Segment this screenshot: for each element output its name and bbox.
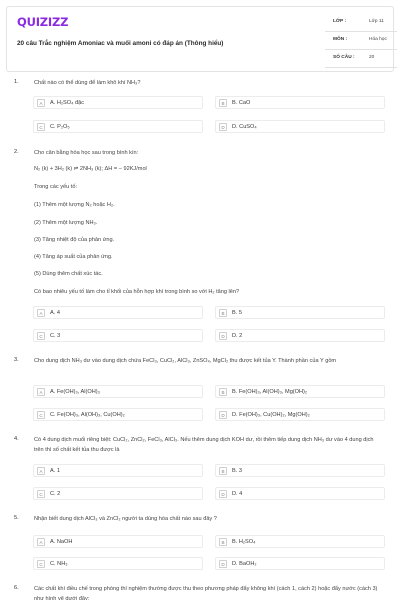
option-letter: D [219,411,227,419]
question-text: Có 4 dung dịch muối riêng biệt: CuCl₂, ZnCl₂, FeCl₃, AlCl₃. Nếu thêm dung dịch KOH dư, rồi thêm tiếp dung dịch NH₃ dư vào 4 dung dịch trên thì số chất kết tủa thu được là [34,437,374,453]
question-number: 6. [14,585,19,591]
option-d[interactable] [215,557,385,570]
option-a[interactable] [33,96,203,109]
option-d[interactable] [215,487,385,500]
option-b[interactable] [215,96,385,109]
option-text: C. Fe(OH)₃, Al(OH)₃, Cu(OH)₂ [50,412,125,419]
option-text: D. 2 [232,333,243,340]
meta-question-count-label: SỐ CÂU : [333,55,355,60]
option-letter: A [37,538,45,546]
option-text: B. 5 [232,310,242,317]
option-d[interactable] [215,329,385,342]
factor-item: (1) Thêm một lượng N₂ hoặc H₂. [34,202,115,208]
equilibrium-equation: N₂ (k) + 3H₂ (k) ⇌ 2NH₃ (k); ΔH = − 92KJ/mol [34,166,147,172]
meta-subject-label: MÔN : [333,37,348,42]
option-a[interactable] [33,535,203,548]
option-text: C. 3 [50,333,61,340]
option-text: C. P₂O₅ [50,124,70,131]
question-text: Các chất khí điều chế trong phòng thí nghiệm thường được thu theo phương pháp đẩy không khí (cách 1, cách 2) hoặc đẩy nước (cách 3) như hình vẽ dưới đây: [34,586,378,600]
worksheet-header [6,6,394,72]
meta-question-count-value: 20 [369,55,375,60]
option-letter: C [37,560,45,568]
meta-subject-value: Hóa học [369,37,387,42]
question-prompt: Có bao nhiêu yếu tố làm cho tỉ khối của hỗn hợp khí trong bình so với H₂ tăng lên? [34,289,240,295]
option-text: A. 4 [50,310,60,317]
option-letter: D [219,123,227,131]
question-number: 5. [14,515,19,521]
option-b[interactable] [215,464,385,477]
option-letter: B [219,309,227,317]
option-text: A. Fe(OH)₃, Al(OH)₃ [50,389,100,396]
option-letter: A [37,309,45,317]
option-c[interactable] [33,557,203,570]
meta-grade-label: LỚP : [333,19,347,24]
option-c[interactable] [33,329,203,342]
option-letter: D [219,490,227,498]
meta-divider [325,67,397,68]
option-b[interactable] [215,385,385,398]
option-letter: A [37,388,45,396]
option-text: B. H₂SO₄ [232,539,256,546]
question-text: Chất nào có thể dùng để làm khô khí NH₃? [34,80,141,86]
question-text: Nhận biết dung dịch AlCl₃ và ZnCl₂ người ta dùng hóa chất nào sau đây ? [34,516,217,522]
option-c[interactable] [33,408,203,421]
option-letter: B [219,388,227,396]
option-text: A. 1 [50,468,60,475]
option-c[interactable] [33,120,203,133]
option-b[interactable] [215,306,385,319]
option-c[interactable] [33,487,203,500]
question-line: Trong các yếu tố: [34,184,78,190]
option-letter: D [219,332,227,340]
option-letter: B [219,99,227,107]
quizizz-logo[interactable]: QUIZIZZ [17,15,69,29]
option-text: B. Fe(OH)₃, Al(OH)₃, Mg(OH)₂ [232,389,308,396]
question-text: Cho dung dịch NH₃ dư vào dung dịch chứa FeCl₃, CuCl₂, AlCl₃, ZnSO₄, MgCl₂ thu được kết tủa Y. Thành phần của Y gồm [34,358,337,364]
question-number: 2. [14,149,19,155]
option-d[interactable] [215,408,385,421]
option-a[interactable] [33,385,203,398]
option-letter: C [37,332,45,340]
option-text: C. 2 [50,491,61,498]
option-text: B. 3 [232,468,242,475]
question-number: 4. [14,436,19,442]
option-letter: B [219,467,227,475]
option-a[interactable] [33,464,203,477]
option-letter: D [219,560,227,568]
question-number: 1. [14,79,19,85]
meta-subject [325,31,399,49]
option-letter: A [37,467,45,475]
factor-item: (4) Tăng áp suất của phản ứng. [34,254,113,260]
factor-item: (2) Thêm một lượng NH₃. [34,220,98,226]
option-text: A. H₂SO₄ đặc [50,100,84,107]
meta-grade-value: Lớp 11 [369,19,384,24]
option-text: C. NH₃ [50,561,68,568]
meta-question-count [325,49,399,67]
option-letter: C [37,490,45,498]
option-text: B. CaO [232,100,251,107]
option-d[interactable] [215,120,385,133]
option-a[interactable] [33,306,203,319]
question-text: Cho cân bằng hóa học sau trong bình kín: [34,150,139,156]
meta-grade [325,13,399,31]
option-letter: B [219,538,227,546]
option-text: D. 4 [232,491,243,498]
option-text: D. Fe(OH)₃, Cu(OH)₂, Mg(OH)₂ [232,412,310,419]
option-b[interactable] [215,535,385,548]
option-text: D. BaOH₂ [232,561,257,568]
option-letter: C [37,123,45,131]
option-text: A. NaOH [50,539,73,546]
option-letter: A [37,99,45,107]
worksheet-title: 20 câu Trắc nghiệm Amoniac và muối amoni có đáp án (Thông hiểu) [17,40,224,47]
question-number: 3. [14,357,19,363]
factor-item: (3) Tăng nhiệt độ của phản ứng. [34,237,115,243]
option-text: D. CuSO₄ [232,124,257,131]
option-letter: C [37,411,45,419]
factor-item: (5) Dùng thêm chất xúc tác. [34,271,103,277]
